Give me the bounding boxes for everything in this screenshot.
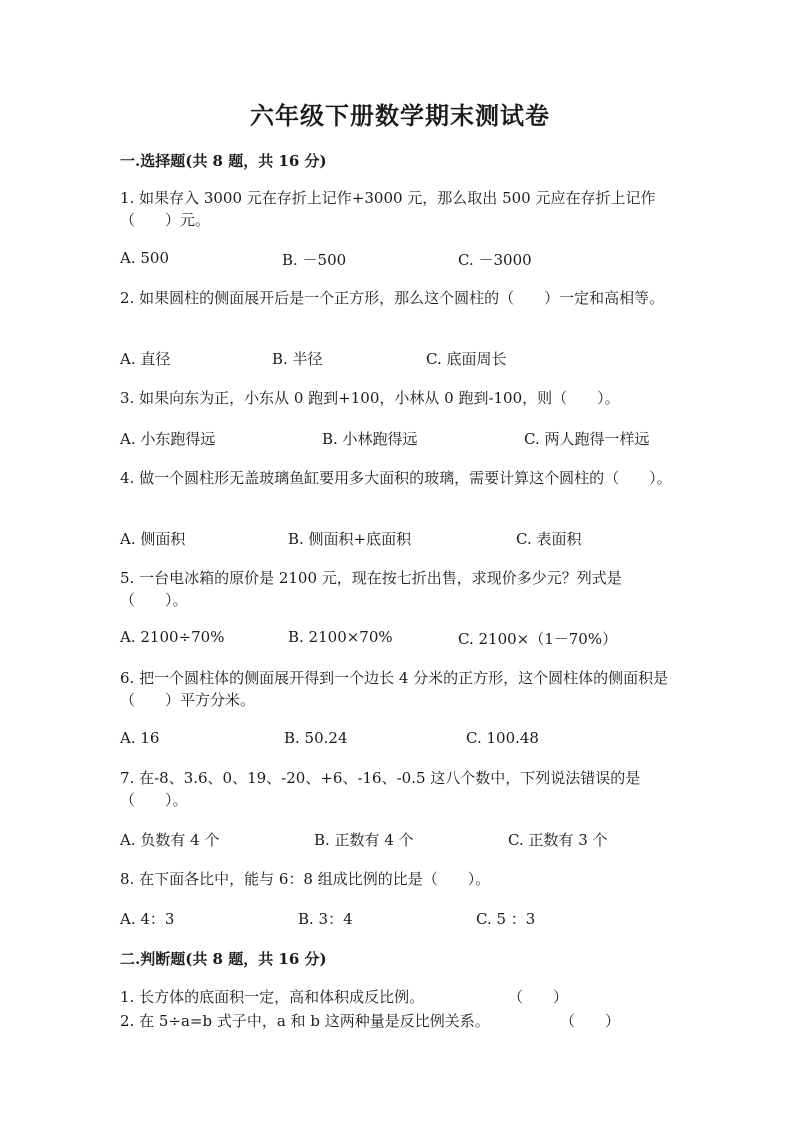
- option-a[interactable]: A. 500: [120, 249, 169, 267]
- judgment-1: 1. 长方体的底面积一定，高和体积成反比例。: [120, 988, 425, 1006]
- option-b[interactable]: B. 侧面积+底面积: [288, 530, 412, 548]
- option-c[interactable]: C. 底面周长: [426, 350, 507, 368]
- options-4: [120, 528, 720, 550]
- option-a[interactable]: A. 4：3: [120, 910, 175, 928]
- option-a[interactable]: A. 小东跑得远: [120, 430, 216, 448]
- option-c[interactable]: C. 正数有 3 个: [508, 831, 608, 849]
- page-title: 六年级下册数学期末测试卷: [250, 101, 550, 130]
- option-b[interactable]: B. －500: [282, 251, 347, 269]
- question-1: 1. 如果存入 3000 元在存折上记作+3000 元，那么取出 500 元应在存折上记作（ ）元。: [120, 189, 656, 229]
- question-7: 7. 在-8、3.6、0、19、-20、+6、-16、-0.5 这八个数中，下列说法错误的是（ ）。: [120, 769, 641, 809]
- question-8: 8. 在下面各比中，能与 6：8 组成比例的比是（ ）。: [120, 870, 491, 888]
- option-c[interactable]: C. 100.48: [466, 729, 539, 747]
- option-b[interactable]: B. 正数有 4 个: [314, 831, 414, 849]
- options-8: [120, 908, 720, 930]
- question-6: 6. 把一个圆柱体的侧面展开得到一个边长 4 分米的正方形，这个圆柱体的侧面积是（ ）平方分米。: [120, 669, 669, 709]
- option-c[interactable]: C. －3000: [458, 251, 532, 269]
- section-heading-choice: 一.选择题(共 8 题，共 16 分): [120, 152, 327, 170]
- option-b[interactable]: B. 3：4: [298, 910, 353, 928]
- answer-blank[interactable]: （ ）: [560, 1012, 621, 1030]
- options-5: [120, 628, 720, 650]
- option-c[interactable]: C. 两人跑得一样远: [524, 430, 650, 448]
- options-1: [120, 249, 720, 271]
- options-6: [120, 729, 720, 751]
- option-a[interactable]: A. 16: [120, 729, 160, 747]
- option-b[interactable]: B. 小林跑得远: [322, 430, 418, 448]
- question-2: 2. 如果圆柱的侧面展开后是一个正方形，那么这个圆柱的（ ）一定和高相等。: [120, 289, 665, 307]
- option-c[interactable]: C. 表面积: [516, 530, 582, 548]
- option-b[interactable]: B. 50.24: [284, 729, 348, 747]
- option-b[interactable]: B. 半径: [272, 350, 323, 368]
- options-2: [120, 348, 720, 370]
- section-heading-judgment: 二.判断题(共 8 题，共 16 分): [120, 950, 327, 968]
- option-a[interactable]: A. 负数有 4 个: [120, 831, 220, 849]
- judgment-2: 2. 在 5÷a=b 式子中，a 和 b 这两种量是反比例关系。: [120, 1012, 490, 1030]
- question-5: 5. 一台电冰箱的原价是 2100 元，现在按七折出售，求现价多少元？列式是（ ）。: [120, 569, 622, 609]
- question-3: 3. 如果向东为正，小东从 0 跑到+100，小林从 0 跑到-100，则（ ）。: [120, 389, 620, 407]
- option-c[interactable]: C. 2100×（1－70%）: [458, 630, 618, 648]
- option-b[interactable]: B. 2100×70%: [288, 628, 393, 646]
- options-3: [120, 428, 720, 450]
- question-4: 4. 做一个圆柱形无盖玻璃鱼缸要用多大面积的玻璃，需要计算这个圆柱的（ ）。: [120, 469, 672, 487]
- options-7: [120, 829, 720, 851]
- answer-blank[interactable]: （ ）: [508, 988, 569, 1006]
- option-a[interactable]: A. 2100÷70%: [120, 628, 225, 646]
- option-a[interactable]: A. 直径: [120, 350, 171, 368]
- option-c[interactable]: C. 5 ：3: [476, 910, 536, 928]
- option-a[interactable]: A. 侧面积: [120, 530, 186, 548]
